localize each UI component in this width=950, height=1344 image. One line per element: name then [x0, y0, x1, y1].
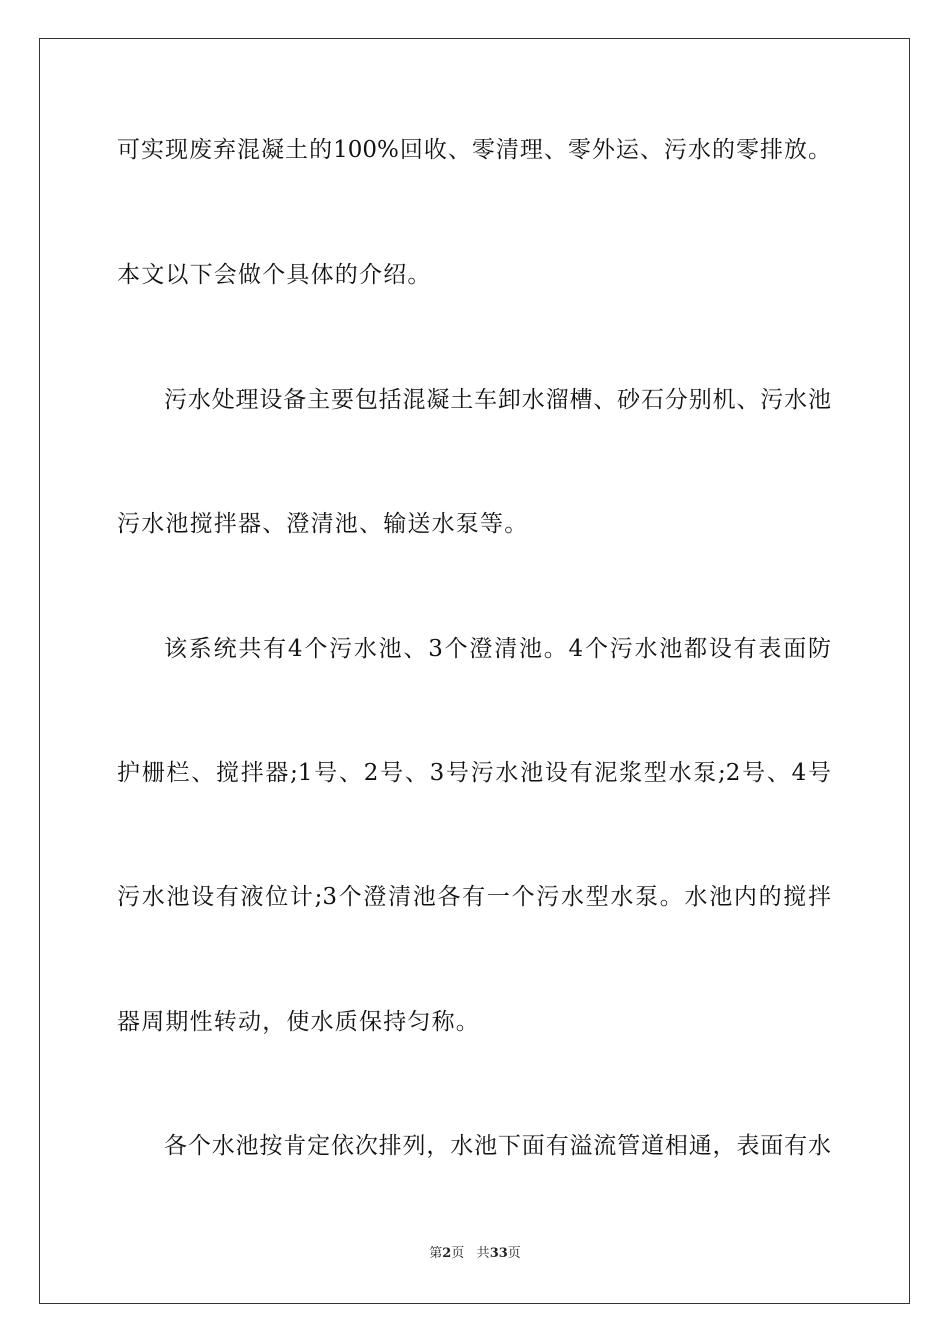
page-number: 2 [442, 1246, 452, 1261]
page-suffix: 页 [451, 1246, 465, 1261]
paragraph-line-2: 本文以下会做个具体的介绍。 [117, 262, 432, 288]
paragraph-line-3: 污水处理设备主要包括混凝土车卸水溜槽、砂石分别机、污水池 [164, 387, 831, 413]
page-border [39, 38, 910, 1304]
paragraph-line-6: 护栅栏、搅拌器;1号、2号、3号污水池设有泥浆型水泵;2号、4号 [117, 760, 831, 786]
paragraph-line-9: 各个水池按肯定依次排列，水池下面有溢流管道相通，表面有水 [164, 1133, 831, 1159]
paragraph-line-7: 污水池设有液位计;3个澄清池各有一个污水型水泵。水池内的搅拌 [117, 884, 831, 910]
paragraph-line-4: 污水池搅拌器、澄清池、输送水泵等。 [117, 511, 529, 537]
page-footer [0, 1246, 950, 1262]
total-prefix: 共 [476, 1246, 490, 1261]
page-prefix: 第 [429, 1246, 443, 1261]
paragraph-line-1: 可实现废弃混凝土的100%回收、零清理、零外运、污水的零排放。 [117, 137, 831, 163]
total-suffix: 页 [507, 1246, 521, 1261]
total-pages: 33 [489, 1246, 508, 1261]
paragraph-line-8: 器周期性转动，使水质保持匀称。 [117, 1009, 480, 1035]
paragraph-line-5: 该系统共有4个污水池、3个澄清池。4个污水池都设有表面防 [164, 636, 831, 662]
